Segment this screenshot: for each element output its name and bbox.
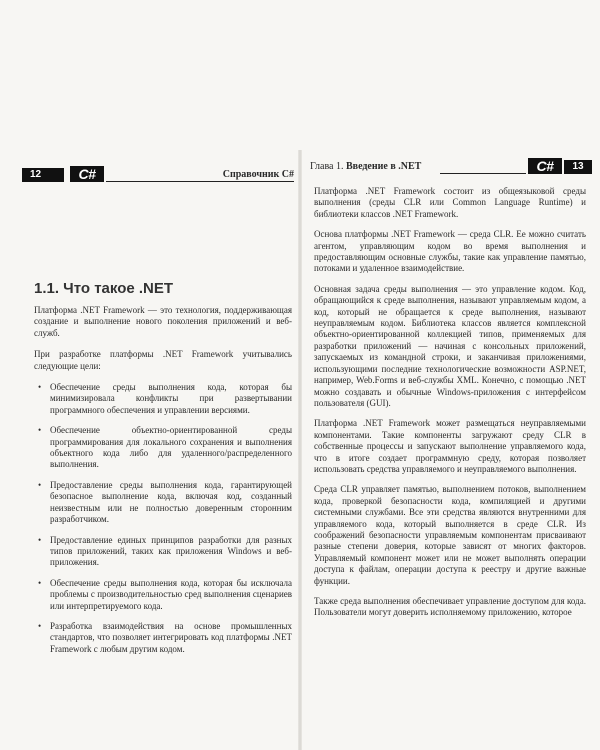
left-page-header (22, 168, 294, 182)
list-item-text: Разработка взаимодействия на основе промышленных стандартов, что позволяет интегрировать код платформы .NET Framework с любым другим кодом. (50, 620, 292, 654)
right-paragraph: Среда CLR управляет памятью, выполнением потоков, выполнением кода, проверкой безопасности кода, компиляцией и другими системными службами. Все эти средства являются внутренними для управляемого кода, который выполняется в среде CLR. Из соображений безопасности управляемым компонентам присваивают разные степени доверия, которые зависят от многих факторов. Управляемый компонент может или не может выполнять операции доступа к файлам, операции доступа к реестру и другие важные функции. (314, 484, 586, 586)
bullet-icon: • (38, 382, 42, 393)
list-item-text: Обеспечение объектно-ориентированной среды программирования для локального сохранения и выполнения объектного кода либо для удаленного/распределенного выполнения. (50, 425, 292, 470)
left-running-title: Справочник C# (222, 169, 294, 180)
list-item (34, 535, 292, 569)
chapter-title: Введение в .NET (346, 161, 422, 172)
bullet-icon: • (38, 479, 42, 490)
right-paragraph: Платформа .NET Framework может размещаться неуправляемыми компонентами. Такие компоненты загружают среду CLR в собственные процессы и запускают выполнение управляемого кода, что в итоге создает программную среду, которая позволяет использовать средства управляемого и неуправляемого выполнения. (314, 418, 586, 474)
section-heading: 1.1. Что такое .NET (34, 280, 174, 297)
left-paragraph: При разработке платформы .NET Framework учитывались следующие цели: (34, 349, 292, 371)
right-page-number: 13 (564, 160, 592, 174)
right-running-title (310, 160, 421, 174)
right-paragraph: Основная задача среды выполнения — это управление кодом. Код, обращающийся к среде выполнения, называют управляемым кодом, а код, который не обращается к среде выполнения, называют неуправляемым кодом. Библиотека классов является комплексной объектно-ориентированной коллекцией типов, применяемых для разработки приложений — начиная с консольных приложений, запускаемых из командной строки, и заканчивая приложениями, использующими последние технологические возможности ASP.NET, например, Web.Forms и веб-службы XML. Конечно, с помощью .NET можно создавать и обычные Windows-приложения с интерфейсом пользователя (GUI). (314, 283, 586, 408)
left-page-body (34, 280, 292, 664)
right-page-body (314, 186, 586, 628)
bullet-icon: • (38, 425, 42, 436)
left-page-number: 12 (22, 168, 64, 182)
list-item-text: Обеспечение среды выполнения кода, которая бы минимизировала конфликты при развертывании программного обеспечения и управлении версиями. (50, 382, 292, 415)
right-page-header (310, 160, 592, 174)
right-paragraph: Также среда выполнения обеспечивает управление доступом для кода. Пользователи могут доверить исполняемому приложению, которое (314, 596, 586, 618)
right-paragraph: Платформа .NET Framework состоит из общеязыковой среды выполнения (среды CLR или Common Language Runtime) и библиотеки классов .NET Framework. (314, 186, 586, 219)
chapter-prefix: Глава 1. (310, 161, 344, 172)
list-item (34, 425, 292, 471)
list-item (34, 578, 292, 612)
list-item-text: Предоставление среды выполнения кода, гарантирующей безопасное выполнение кода, включая код, созданный неизвестным или не полностью доверенным сторонним разработчиком. (50, 479, 292, 525)
right-csharp-logo: C# (528, 158, 562, 174)
goals-list (34, 382, 292, 655)
left-paragraph: Платформа .NET Framework — это технология, поддерживающая создание и выполнение нового поколения приложений и веб-служб. (34, 305, 292, 338)
list-item (34, 480, 292, 526)
list-item (34, 382, 292, 416)
right-paragraph: Основа платформы .NET Framework — среда CLR. Ее можно считать агентом, управляющим кодом во время выполнения и предоставляющим основные службы, такие как управление памятью, потоками и удаленное взаимодействие. (314, 229, 586, 274)
left-csharp-logo: C# (70, 166, 104, 182)
bullet-icon: • (38, 620, 42, 631)
book-gutter (298, 150, 302, 750)
right-header-rule (440, 173, 526, 174)
bullet-icon: • (38, 534, 42, 545)
list-item-text: Предоставление единых принципов разработки для разных типов приложений, таких как приложения Windows и веб-приложения. (50, 534, 292, 568)
list-item-text: Обеспечение среды выполнения кода, которая бы исключала проблемы с производительностью сред выполнения сценариев или интерпретируемого кода. (50, 577, 292, 611)
bullet-icon: • (38, 577, 42, 588)
list-item (34, 621, 292, 655)
